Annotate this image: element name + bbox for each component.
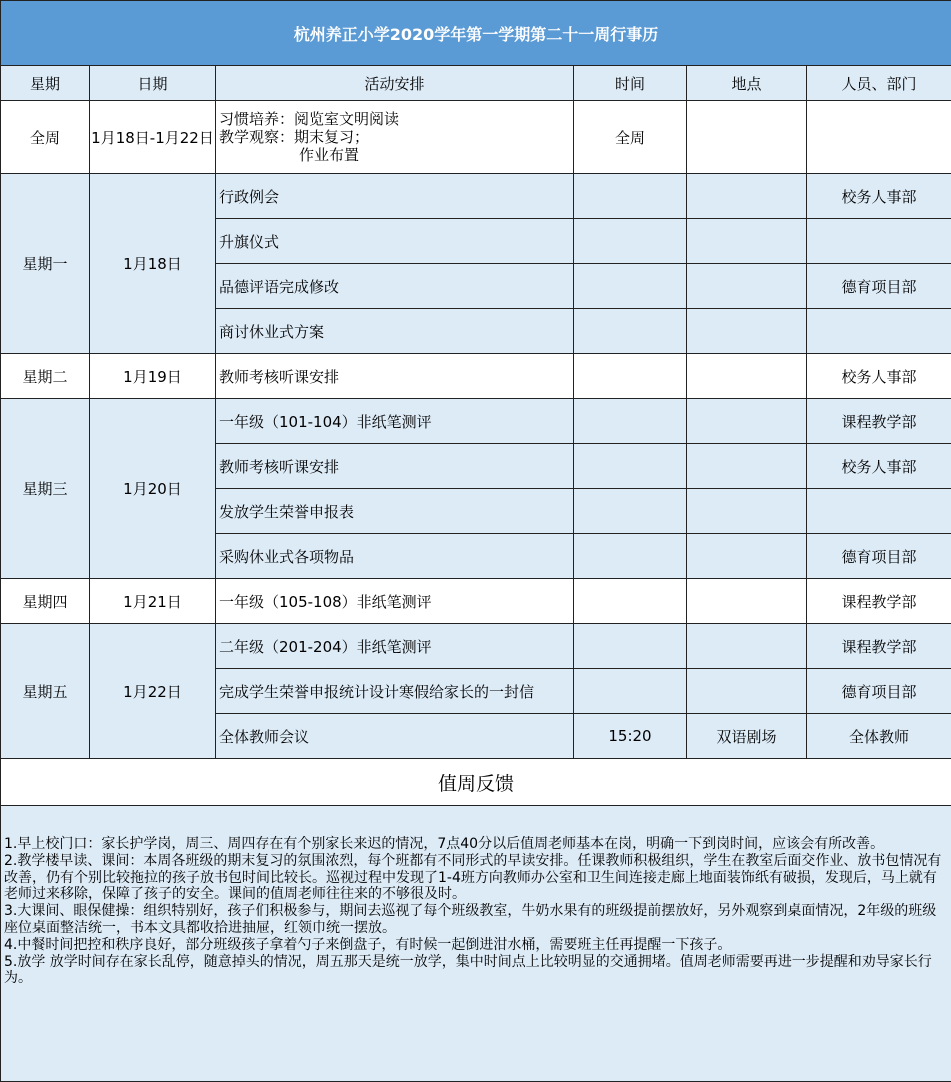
place-cell xyxy=(687,399,807,444)
place-cell xyxy=(687,219,807,264)
activity-cell: 发放学生荣誉申报表 xyxy=(216,489,574,534)
activity-cell: 商讨休业式方案 xyxy=(216,309,574,354)
dept-cell: 校务人事部 xyxy=(807,444,951,489)
all-week-date: 1月18日-1月22日 xyxy=(90,101,216,174)
time-cell xyxy=(574,264,687,309)
weekday-cell: 星期二 xyxy=(1,354,90,399)
time-cell xyxy=(574,399,687,444)
time-cell xyxy=(574,534,687,579)
table-row xyxy=(1,399,951,444)
header-place: 地点 xyxy=(687,66,807,101)
date-cell: 1月22日 xyxy=(90,624,216,759)
time-cell xyxy=(574,174,687,219)
feedback-paragraph: 5.放学 放学时间存在家长乱停，随意掉头的情况，周五那天是统一放学，集中时间点上比较明显的交通拥堵。值周老师需要再进一步提醒和劝导家长行为。 xyxy=(4,954,947,988)
time-cell xyxy=(574,309,687,354)
place-cell xyxy=(687,669,807,714)
activity-cell: 采购休业式各项物品 xyxy=(216,534,574,579)
feedback-paragraph: 4.中餐时间把控和秩序良好，部分班级孩子拿着勺子来倒盘子，有时候一起倒进泔水桶，需要班主任再提醒一下孩子。 xyxy=(4,937,947,954)
place-cell xyxy=(687,354,807,399)
weekday-cell: 星期一 xyxy=(1,174,90,354)
all-week-activity-line: 教学观察：期末复习； xyxy=(219,128,573,146)
activity-cell: 一年级（101-104）非纸笔测评 xyxy=(216,399,574,444)
activity-cell: 完成学生荣誉申报统计设计寒假给家长的一封信 xyxy=(216,669,574,714)
all-week-time: 全周 xyxy=(574,101,687,174)
feedback-paragraph: 2.教学楼早读、课间：本周各班级的期末复习的氛围浓烈，每个班都有不同形式的早读安排。任课教师积极组织，学生在教室后面交作业、放书包情况有改善，仍有个别比较拖拉的孩子放书包时间比较长。巡视过程中发现了1-4班方向教师办公室和卫生间连接走廊上地面装饰纸有破损，发现后，马上就有老师过来移除，保障了孩子的安全。课间的值周老师往往来的不够很及时。 xyxy=(4,853,947,903)
activity-cell: 教师考核听课安排 xyxy=(216,354,574,399)
place-cell: 双语剧场 xyxy=(687,714,807,759)
place-cell xyxy=(687,624,807,669)
table-row xyxy=(1,174,951,219)
place-cell xyxy=(687,579,807,624)
place-cell xyxy=(687,309,807,354)
activity-cell: 教师考核听课安排 xyxy=(216,444,574,489)
all-week-activity-line: 习惯培养：阅览室文明阅读 xyxy=(219,110,573,128)
all-week-dept xyxy=(807,101,951,174)
dept-cell xyxy=(807,309,951,354)
weekday-cell: 星期三 xyxy=(1,399,90,579)
header-date: 日期 xyxy=(90,66,216,101)
time-cell xyxy=(574,669,687,714)
dept-cell: 校务人事部 xyxy=(807,174,951,219)
activity-cell: 二年级（201-204）非纸笔测评 xyxy=(216,624,574,669)
place-cell xyxy=(687,264,807,309)
dept-cell xyxy=(807,489,951,534)
dept-cell: 课程教学部 xyxy=(807,399,951,444)
feedback-paragraph: 3.大课间、眼保健操：组织特别好，孩子们积极参与，期间去巡视了每个班级教室，牛奶水果有的班级提前摆放好，另外观察到桌面情况，2年级的班级座位桌面整洁统一，书本文具都收拾进抽屉，红领巾统一摆放。 xyxy=(4,903,947,937)
activity-cell: 一年级（105-108）非纸笔测评 xyxy=(216,579,574,624)
all-week-row xyxy=(1,101,951,174)
weekday-cell: 星期五 xyxy=(1,624,90,759)
table-row xyxy=(1,624,951,669)
dept-cell: 课程教学部 xyxy=(807,579,951,624)
all-week-day: 全周 xyxy=(1,101,90,174)
place-cell xyxy=(687,489,807,534)
feedback-title: 值周反馈 xyxy=(1,759,951,806)
dept-cell: 德育项目部 xyxy=(807,264,951,309)
all-week-place xyxy=(687,101,807,174)
dept-cell: 全体教师 xyxy=(807,714,951,759)
dept-cell: 课程教学部 xyxy=(807,624,951,669)
dept-cell: 校务人事部 xyxy=(807,354,951,399)
date-cell: 1月18日 xyxy=(90,174,216,354)
table-row xyxy=(1,579,951,624)
time-cell xyxy=(574,354,687,399)
activity-cell: 行政例会 xyxy=(216,174,574,219)
weekday-cell: 星期四 xyxy=(1,579,90,624)
place-cell xyxy=(687,534,807,579)
header-time: 时间 xyxy=(574,66,687,101)
time-cell xyxy=(574,444,687,489)
all-week-activity xyxy=(216,101,574,174)
table-row xyxy=(1,354,951,399)
activity-cell: 升旗仪式 xyxy=(216,219,574,264)
all-week-activity-line: 作业布置 xyxy=(219,146,573,164)
dept-cell xyxy=(807,219,951,264)
date-cell: 1月19日 xyxy=(90,354,216,399)
time-cell xyxy=(574,624,687,669)
place-cell xyxy=(687,444,807,489)
dept-cell: 德育项目部 xyxy=(807,669,951,714)
feedback-body xyxy=(1,806,951,1082)
time-cell xyxy=(574,579,687,624)
dept-cell: 德育项目部 xyxy=(807,534,951,579)
header-row xyxy=(1,66,951,101)
time-cell xyxy=(574,489,687,534)
date-cell: 1月21日 xyxy=(90,579,216,624)
header-activity: 活动安排 xyxy=(216,66,574,101)
activity-cell: 全体教师会议 xyxy=(216,714,574,759)
header-dept: 人员、部门 xyxy=(807,66,951,101)
place-cell xyxy=(687,174,807,219)
time-cell xyxy=(574,219,687,264)
feedback-paragraph: 1.早上校门口：家长护学岗，周三、周四存在有个别家长来迟的情况，7点40分以后值周老师基本在岗，明确一下到岗时间，应该会有所改善。 xyxy=(4,836,947,853)
activity-cell: 品德评语完成修改 xyxy=(216,264,574,309)
page-title: 杭州养正小学2020学年第一学期第二十一周行事历 xyxy=(1,1,951,66)
date-cell: 1月20日 xyxy=(90,399,216,579)
header-weekday: 星期 xyxy=(1,66,90,101)
time-cell: 15:20 xyxy=(574,714,687,759)
